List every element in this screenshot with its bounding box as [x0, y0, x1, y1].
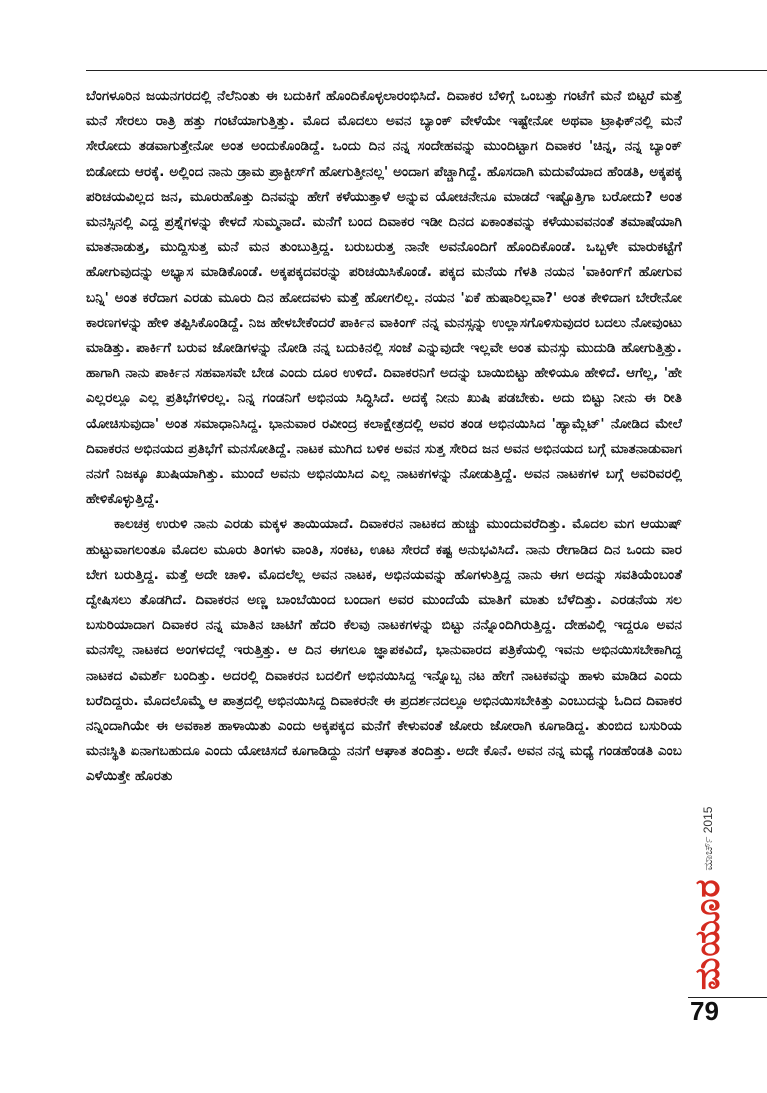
article-paragraph-2: ಕಾಲಚಕ್ರ ಉರುಳಿ ನಾನು ಎರಡು ಮಕ್ಕಳ ತಾಯಿಯಾದೆ. ದಿವಾಕರನ ನಾಟಕದ ಹುಚ್ಚು ಮುಂದುವರೆದಿತ್ತು. ಮೊದಲ ಮಗ ಆಯುಷ್ ಹುಟ್ಟುವಾಗಲಂತೂ ಮೊದಲ ಮೂರು ತಿಂಗಳು ವಾಂತಿ, ಸಂಕಟ, ಊಟ ಸೇರದೆ ಕಷ್ಟ ಅನುಭವಿಸಿದೆ. ನಾನು ರೇಗಾಡಿದ ದಿನ ಒಂದು ವಾರ ಬೇಗ ಬರುತ್ತಿದ್ದ. ಮತ್ತೆ ಅದೇ ಚಾಳಿ. ಮೊದಲೆಲ್ಲ ಅವನ ನಾಟಕ, ಅಭಿನಯವನ್ನು ಹೊಗಳುತ್ತಿದ್ದ ನಾನು ಈಗ ಅದನ್ನು ಸವತಿಯೆಂಬಂತೆ ದ್ವೇಷಿಸಲು ತೊಡಗಿದೆ. ದಿವಾಕರನ ಅಣ್ಣ ಬಾಂಬೆಯಿಂದ ಬಂದಾಗ ಅವರ ಮುಂದೆಯೆ ಮಾತಿಗೆ ಮಾತು ಬೆಳೆದಿತ್ತು. ಎರಡನೆಯ ಸಲ ಬಸುರಿಯಾದಾಗ ದಿವಾಕರ ನನ್ನ ಮಾತಿನ ಚಾಟಿಗೆ ಹೆದರಿ ಕೆಲವು ನಾಟಕಗಳನ್ನು ಬಿಟ್ಟು ನನ್ನೊಂದಿಗಿರುತ್ತಿದ್ದ. ದೇಹವಿಲ್ಲಿ ಇದ್ದರೂ ಅವನ ಮನಸೆಲ್ಲ ನಾಟಕದ ಅಂಗಳದಲ್ಲೆ ಇರುತ್ತಿತ್ತು. ಆ ದಿನ ಈಗಲೂ ಜ್ಞಾಪಕವಿದೆ, ಭಾನುವಾರದ ಪತ್ರಿಕೆಯಲ್ಲಿ ಇವನು ಅಭಿನಯಿಸಬೇಕಾಗಿದ್ದ ನಾಟಕದ ವಿಮರ್ಶೆ ಬಂದಿತ್ತು. ಅದರಲ್ಲಿ ದಿವಾಕರನ ಬದಲಿಗೆ ಅಭಿನಯಿಸಿದ್ದ ಇನ್ನೊಬ್ಬ ನಟ ಹೇಗೆ ನಾಟಕವನ್ನು ಹಾಳು ಮಾಡಿದ ಎಂದು ಬರೆದಿದ್ದರು. ಮೊದಲೊಮ್ಮೆ ಆ ಪಾತ್ರದಲ್ಲಿ ಅಭಿನಯಿಸಿದ್ದ ದಿವಾಕರನೇ ಈ ಪ್ರದರ್ಶನದಲ್ಲೂ ಅಭಿನಯಿಸಬೇಕಿತ್ತು ಎಂಬುದನ್ನು ಓದಿದ ದಿವಾಕರ ನನ್ನಿಂದಾಗಿಯೇ ಈ ಅವಕಾಶ ಹಾಳಾಯಿತು ಎಂದು ಅಕ್ಕಪಕ್ಕದ ಮನೆಗೆ ಕೇಳುವಂತೆ ಜೋರು ಜೋರಾಗಿ ಕೂಗಾಡಿದ್ದ. ತುಂಬಿದ ಬಸುರಿಯ ಮನಃಸ್ಥಿತಿ ಏನಾಗಬಹುದೂ ಎಂದು ಯೋಚಿಸದೆ ಕೂಗಾಡಿದ್ದು ನನಗೆ ಆಘಾತ ತಂದಿತ್ತು. ಅದೇ ಕೊನೆ. ಅವನ ನನ್ನ ಮಧ್ಯೆ ಗಂಡಹೆಂಡತಿ ಎಂಬ ಎಳೆಯಿತ್ತೇ ಹೊರತು — [86, 516, 682, 785]
magazine-name: ಮಯೂರ — [689, 878, 727, 990]
magazine-masthead — [688, 790, 728, 990]
article-paragraph-1: ಬೆಂಗಳೂರಿನ ಜಯನಗರದಲ್ಲಿ ನೆಲೆನಿಂತು ಈ ಬದುಕಿಗೆ ಹೊಂದಿಕೊಳ್ಳಲಾರಂಭಿಸಿದೆ. ದಿವಾಕರ ಬೆಳಿಗ್ಗೆ ಒಂಬತ್ತು ಗಂಟೆಗೆ ಮನೆ ಬಿಟ್ಟರೆ ಮತ್ತೆ ಮನೆ ಸೇರಲು ರಾತ್ರಿ ಹತ್ತು ಗಂಟೆಯಾಗುತ್ತಿತ್ತು. ಮೊದ ಮೊದಲು ಅವನ ಬ್ಯಾಂಕ್ ವೇಳೆಯೇ ಇಷ್ಟೇನೋ ಅಥವಾ ಟ್ರಾಫಿಕ್‌ನಲ್ಲಿ ಮನೆ ಸೇರೋದು ತಡವಾಗುತ್ತೇನೋ ಅಂತ ಅಂದುಕೊಂಡಿದ್ದೆ. ಒಂದು ದಿನ ನನ್ನ ಸಂದೇಹವನ್ನು ಮುಂದಿಟ್ಟಾಗ ದಿವಾಕರ 'ಚಿನ್ನ, ನನ್ನ ಬ್ಯಾಂಕ್ ಬಿಡೋದು ಆರಕ್ಕೆ. ಅಲ್ಲಿಂದ ನಾನು ಡ್ರಾಮ ಪ್ರಾಕ್ಟೀಸ್‌ಗೆ ಹೋಗುತ್ತೀನಲ್ಲ' ಅಂದಾಗ ಪೆಚ್ಚಾಗಿದ್ದೆ. ಹೊಸದಾಗಿ ಮದುವೆಯಾದ ಹೆಂಡತಿ, ಅಕ್ಕಪಕ್ಕ ಪರಿಚಯವಿಲ್ಲದ ಜನ, ಮೂರುಹೊತ್ತು ದಿನವನ್ನು ಹೇಗೆ ಕಳೆಯುತ್ತಾಳೆ ಅನ್ನುವ ಯೋಚನೇನೂ ಮಾಡದೆ ಇಷ್ಟೊತ್ತಿಗಾ ಬರೋದು? ಅಂತ ಮನಸ್ಸಿನಲ್ಲಿ ಎದ್ದ ಪ್ರಶ್ನೆಗಳನ್ನು ಕೇಳದೆ ಸುಮ್ಮನಾದೆ. ಮನೆಗೆ ಬಂದ ದಿವಾಕರ ಇಡೀ ದಿನದ ಏಕಾಂತವನ್ನು ಕಳೆಯುವವನಂತೆ ತಮಾಷೆಯಾಗಿ ಮಾತನಾಡುತ್ತ, ಮುದ್ದಿಸುತ್ತ ಮನೆ ಮನ ತುಂಬುತ್ತಿದ್ದ. ಬರುಬರುತ್ತ ನಾನೇ ಅವನೊಂದಿಗೆ ಹೊಂದಿಕೊಂಡೆ. ಒಬ್ಬಳೇ ಮಾರುಕಟ್ಟೆಗೆ ಹೋಗುವುದನ್ನು ಅಭ್ಯಾಸ ಮಾಡಿಕೊಂಡೆ. ಅಕ್ಕಪಕ್ಕದವರನ್ನು ಪರಿಚಯಿಸಿಕೊಂಡೆ. ಪಕ್ಕದ ಮನೆಯ ಗೆಳತಿ ನಯನ 'ವಾಕಿಂಗ್‌ಗೆ ಹೋಗುವ ಬನ್ನಿ' ಅಂತ ಕರೆದಾಗ ಎರಡು ಮೂರು ದಿನ ಹೋದವಳು ಮತ್ತೆ ಹೋಗಲಿಲ್ಲ. ನಯನ 'ಏಕೆ ಹುಷಾರಿಲ್ಲವಾ?' ಅಂತ ಕೇಳಿದಾಗ ಬೇರೇನೋ ಕಾರಣಗಳನ್ನು ಹೇಳಿ ತಪ್ಪಿಸಿಕೊಂಡಿದ್ದೆ. ನಿಜ ಹೇಳಬೇಕೆಂದರೆ ಪಾರ್ಕಿನ ವಾಕಿಂಗ್ ನನ್ನ ಮನಸ್ಸನ್ನು ಉಲ್ಲಾಸಗೊಳಿಸುವುದರ ಬದಲು ನೋವುಂಟು ಮಾಡಿತ್ತು. ಪಾರ್ಕಿಗೆ ಬರುವ ಜೋಡಿಗಳನ್ನು ನೋಡಿ ನನ್ನ ಬದುಕಿನಲ್ಲಿ ಸಂಜೆ ಎನ್ನುವುದೇ ಇಲ್ಲವೇ ಅಂತ ಮನಸ್ಸು ಮುದುಡಿ ಹೋಗುತ್ತಿತ್ತು. ಹಾಗಾಗಿ ನಾನು ಪಾರ್ಕಿನ ಸಹವಾಸವೇ ಬೇಡ ಎಂದು ದೂರ ಉಳಿದೆ. ದಿವಾಕರನಿಗೆ ಅದನ್ನು ಬಾಯಿಬಿಟ್ಟು ಹೇಳಿಯೂ ಹೇಳಿದೆ. ಆಗೆಲ್ಲ, 'ಹೇ ಎಲ್ಲರಲ್ಲೂ ಎಲ್ಲ ಪ್ರತಿಭೆಗಳಿರಲ್ಲ. ನಿನ್ನ ಗಂಡನಿಗೆ ಅಭಿನಯ ಸಿದ್ಧಿಸಿದೆ. ಅದಕ್ಕೆ ನೀನು ಖುಷಿ ಪಡಬೇಕು. ಅದು ಬಿಟ್ಟು ನೀನು ಈ ರೀತಿ ಯೋಚಿಸುವುದಾ' ಅಂತ ಸಮಾಧಾನಿಸಿದ್ದ. ಭಾನುವಾರ ರವೀಂದ್ರ ಕಲಾಕ್ಷೇತ್ರದಲ್ಲಿ ಅವರ ತಂಡ ಅಭಿನಯಿಸಿದ 'ಹ್ಯಾಮ್ಲೆಟ್' ನೋಡಿದ ಮೇಲೆ ದಿವಾಕರನ ಅಭಿನಯದ ಪ್ರತಿಭೆಗೆ ಮನಸೋತಿದ್ದೆ. ನಾಟಕ ಮುಗಿದ ಬಳಿಕ ಅವನ ಸುತ್ತ ಸೇರಿದ ಜನ ಅವನ ಅಭಿನಯದ ಬಗ್ಗೆ ಮಾತನಾಡುವಾಗ ನನಗೆ ನಿಜಕ್ಕೂ ಖುಷಿಯಾಗಿತ್ತು. ಮುಂದೆ ಅವನು ಅಭಿನಯಿಸಿದ ಎಲ್ಲ ನಾಟಕಗಳನ್ನು ನೋಡುತ್ತಿದ್ದೆ. ಅವನ ನಾಟಕಗಳ ಬಗ್ಗೆ ಅವರಿವರಲ್ಲಿ ಹೇಳಿಕೊಳ್ಳುತ್ತಿದ್ದೆ. — [86, 88, 682, 508]
page-number: 79 — [690, 996, 719, 1026]
header-rule — [86, 70, 767, 71]
issue-date: ಮಾರ್ಚ್ 2015 — [701, 806, 715, 871]
article-body — [86, 84, 682, 790]
